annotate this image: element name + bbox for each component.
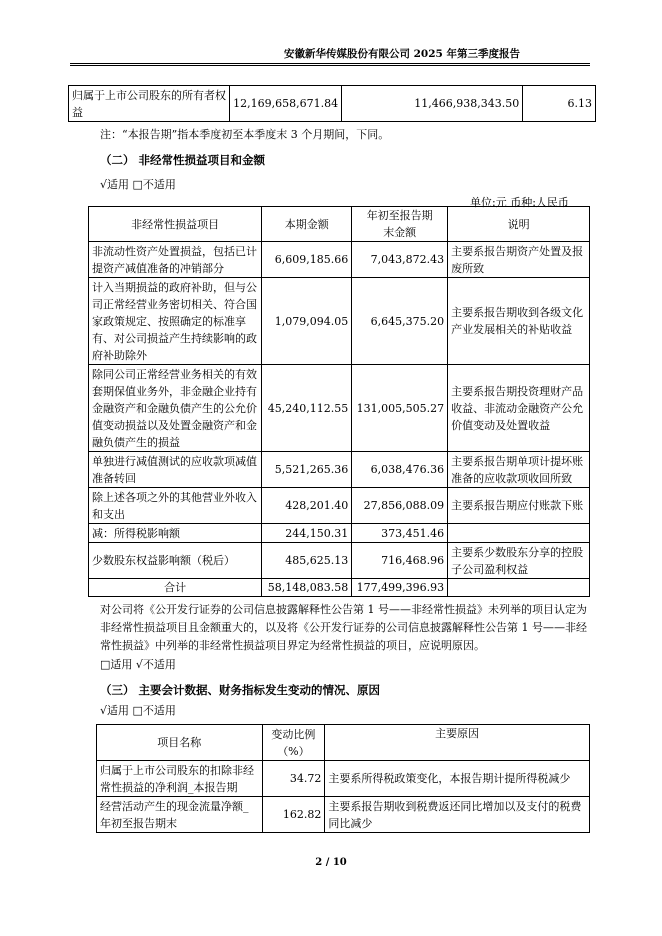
explanation-paragraph: 对公司将《公开发行证券的公司信息披露解释性公告第 1 号——非经常性损益》未列举的项目认定为非经常性损益项目且金额重大的，以及将《公开发行证券的公司信息披露解释性公告第 1 号——非经常性损益》中列举的非经常性损益项目界定为经常性损益的项目，应说明原因。 [100,603,587,652]
col-header-desc: 说明 [448,207,590,242]
row-ytd: 131,005,505.27 [352,365,448,452]
section3-applicability: √适用 □不适用 [100,704,176,717]
equity-change: 6.13 [523,86,596,122]
col-header-reason: 主要原因 [325,725,590,761]
table-row [89,365,590,452]
section2-applicability: √适用 □不适用 [100,178,176,191]
table-row [89,242,590,278]
row-ytd: 716,468.96 [352,543,448,579]
row-ytd: 27,856,088.09 [352,488,448,524]
row-ytd: 373,451.46 [352,524,448,543]
section3-title: （三） 主要会计数据、财务指标发生变动的情况、原因 [100,683,381,697]
row-item: 除同公司正常经营业务相关的有效套期保值业务外，非金融企业持有金融资产和金融负债产生的公允价值变动损益以及处置金融资产和金融负债产生的损益 [89,365,262,452]
row-current: 5,521,265.36 [262,452,352,488]
equity-table [68,85,596,122]
row-current: 244,150.31 [262,524,352,543]
table-row [97,761,590,797]
row-item: 归属于上市公司股东的扣除非经常性损益的净利润_本报告期 [97,761,263,797]
row-reason: 主要系所得税政策变化，本报告期计提所得税减少 [325,761,590,797]
row-desc: 主要系少数股东分享的控股子公司盈利权益 [448,543,590,579]
row-item: 非流动性资产处置损益，包括已计提资产减值准备的冲销部分 [89,242,262,278]
nonrecurring-table [88,206,590,597]
unit-label: 单位:元 币种:人民币 [470,196,569,209]
table-row [89,524,590,543]
row-reason: 主要系报告期收到税费返还同比增加以及支付的税费同比减少 [325,797,590,833]
row-item: 除上述各项之外的其他营业外收入和支出 [89,488,262,524]
col-header-name: 项目名称 [97,725,263,761]
table-row [89,543,590,579]
row-item: 经营活动产生的现金流量净额_年初至报告期末 [97,797,263,833]
row-desc [448,524,590,543]
row-ytd: 7,043,872.43 [352,242,448,278]
equity-label: 归属于上市公司股东的所有者权益 [69,86,230,122]
header-rule-double [70,65,590,66]
row-current: 1,079,094.05 [262,278,352,365]
row-ytd: 6,038,476.36 [352,452,448,488]
page-number: 2 / 10 [315,857,347,868]
col-header-item: 非经常性损益项目 [89,207,262,242]
row-current: 6,609,185.66 [262,242,352,278]
total-desc [448,579,590,597]
row-desc: 主要系报告期收到各级文化产业发展相关的补贴收益 [448,278,590,365]
row-current: 428,201.40 [262,488,352,524]
page-header: 安徽新华传媒股份有限公司 2025 年第三季度报告 [283,48,520,60]
row-item: 减：所得税影响额 [89,524,262,543]
row-item: 少数股东权益影响额（税后） [89,543,262,579]
changes-table [96,724,590,833]
row-ytd: 6,645,375.20 [352,278,448,365]
row-desc: 主要系报告期单项计提坏账准备的应收款项收回所致 [448,452,590,488]
row-desc: 主要系报告期资产处置及报废所致 [448,242,590,278]
row-current: 485,625.13 [262,543,352,579]
section2-title: （二） 非经常性损益项目和金额 [100,153,266,167]
row-current: 45,240,112.55 [262,365,352,452]
table-row [89,488,590,524]
row-desc: 主要系报告期应付账款下账 [448,488,590,524]
total-row [89,579,590,597]
row-desc: 主要系报告期投资理财产品收益、非流动金融资产公允价值变动及处置收益 [448,365,590,452]
equity-current: 12,169,658,671.84 [230,86,342,122]
row-ratio: 34.72 [262,761,325,797]
col-header-ratio: 变动比例（%） [262,725,325,761]
paragraph-applicability: □适用 √不适用 [100,658,176,671]
col-header-ytd: 年初至报告期末金额 [352,207,448,242]
note-text: 注：“本报告期”指本季度初至本季度末 3 个月期间，下同。 [100,128,390,141]
row-ratio: 162.82 [262,797,325,833]
table-row [97,797,590,833]
header-rule [70,63,590,64]
col-header-current: 本期金额 [262,207,352,242]
total-current: 58,148,083.58 [262,579,352,597]
equity-prior: 11,466,938,343.50 [342,86,523,122]
row-item: 计入当期损益的政府补助，但与公司正常经营业务密切相关、符合国家政策规定、按照确定的标准享有、对公司损益产生持续影响的政府补助除外 [89,278,262,365]
total-ytd: 177,499,396.93 [352,579,448,597]
table-row [89,278,590,365]
row-item: 单独进行减值测试的应收款项减值准备转回 [89,452,262,488]
table-row [89,452,590,488]
total-label: 合计 [89,579,262,597]
